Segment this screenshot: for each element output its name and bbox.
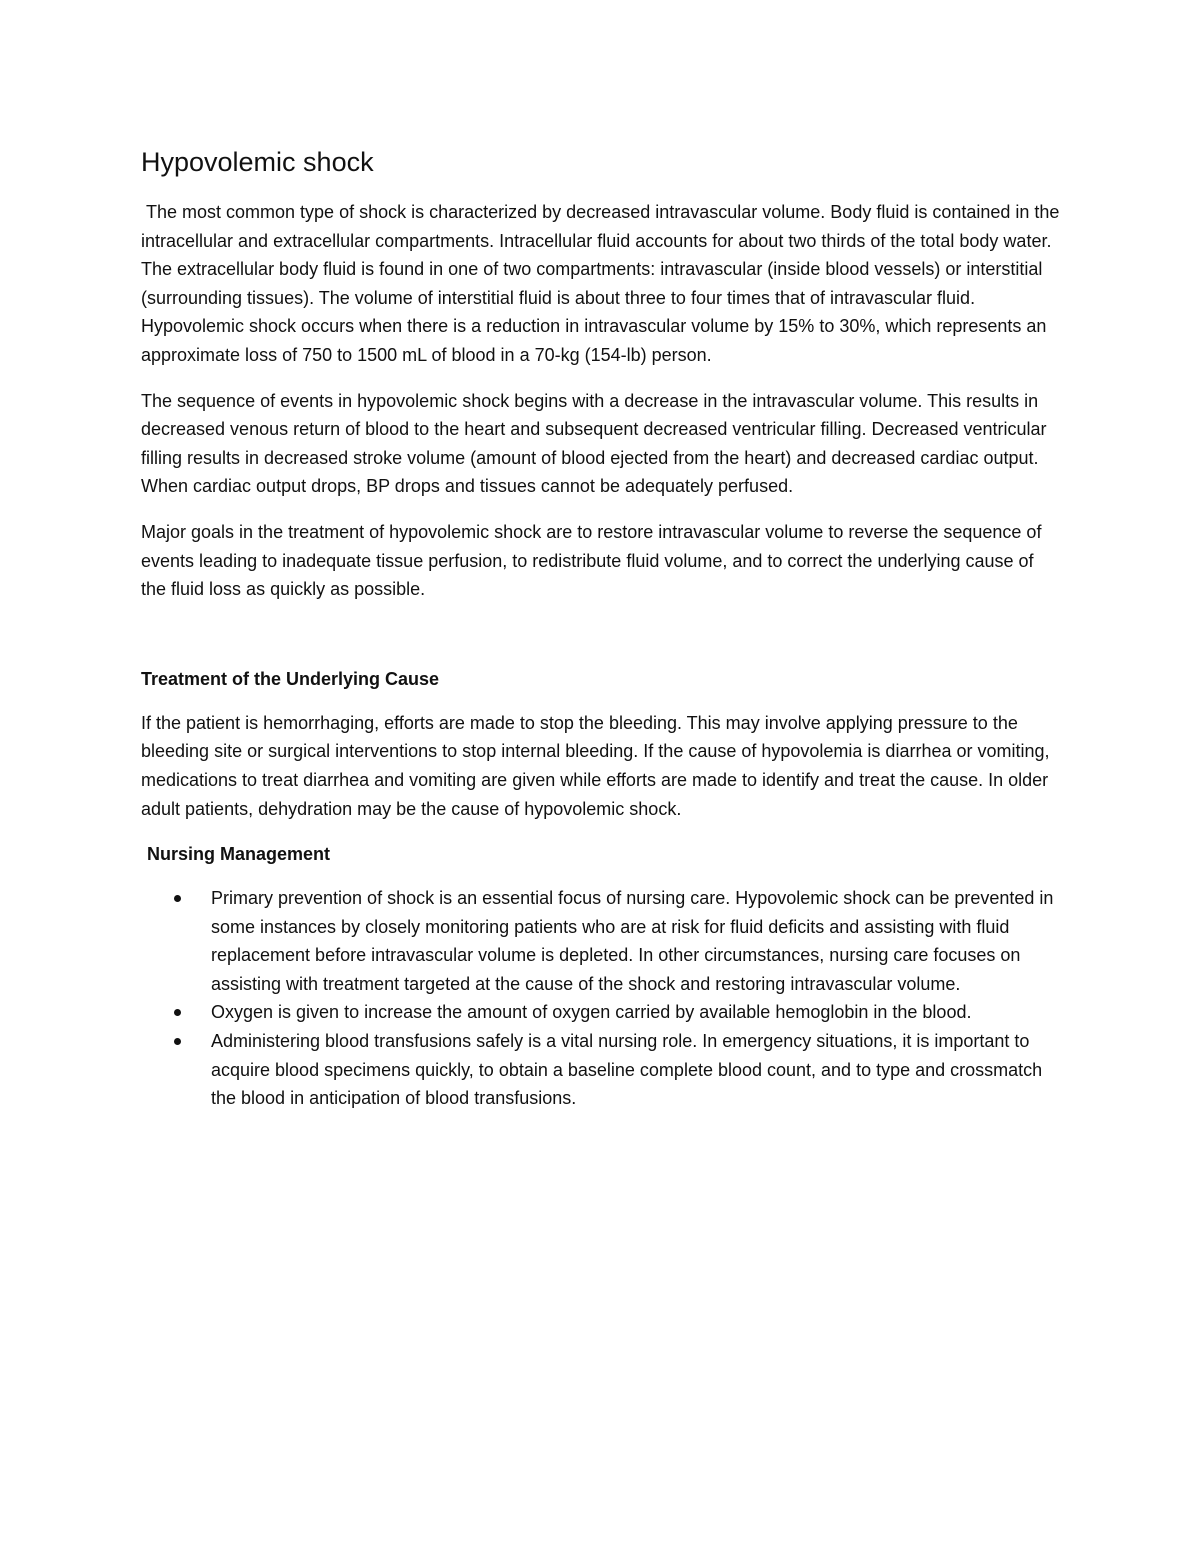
treatment-paragraph: If the patient is hemorrhaging, efforts are made to stop the bleeding. This may involve applying pressure to the bleeding site or surgical interventions to stop internal bleeding. If the cause of hypovolemia is diarrhea or vomiting, medications to treat diarrhea and vomiting are given while efforts are made to identify and treat the cause. In older adult patients, dehydration may be the cause of hypovolemic shock. (141, 712, 1050, 819)
list-item-text: Oxygen is given to increase the amount of oxygen carried by available hemoglobin in the blood. (211, 1002, 972, 1023)
bullet-icon (174, 1009, 181, 1016)
document-title: Hypovolemic shock (141, 147, 374, 177)
bullet-icon (174, 1038, 181, 1045)
paragraph-goals: Major goals in the treatment of hypovolemic shock are to restore intravascular volume to reverse the sequence of events leading to inadequate tissue perfusion, to redistribute fluid volume, and to correct the underlying cause of the fluid loss as quickly as possible. (141, 521, 1042, 600)
list-item (211, 884, 1061, 998)
nursing-heading: Nursing Management (147, 844, 331, 865)
bullet-icon (174, 895, 181, 902)
list-item-text: Primary prevention of shock is an essential focus of nursing care. Hypovolemic shock can be prevented in some instances by closely monitoring patients who are at risk for fluid deficits and assisting with fluid replacement before intravascular volume is depleted. In other circumstances, nursing care focuses on assisting with treatment targeted at the cause of the shock and restoring intravascular volume. (211, 888, 1054, 994)
treatment-heading: Treatment of the Underlying Cause (141, 668, 440, 689)
paragraph-sequence: The sequence of events in hypovolemic shock begins with a decrease in the intravascular volume. This results in decreased venous return of blood to the heart and subsequent decreased ventricular filling. Decreased ventricular filling results in decreased stroke volume (amount of blood ejected from the heart) and decreased cardiac output. When cardiac output drops, BP drops and tissues cannot be adequately perfused. (141, 390, 1047, 497)
nursing-bullet-list (141, 884, 1061, 1113)
list-item (211, 1027, 1061, 1113)
document-page (141, 140, 1061, 1113)
paragraph-intro: The most common type of shock is characterized by decreased intravascular volume. Body fluid is contained in the intracellular and extracellular compartments. Intracellular fluid accounts for about two thirds of the total body water. The extracellular body fluid is found in one of two compartments: intravascular (inside blood vessels) or interstitial (surrounding tissues). The volume of interstitial fluid is about three to four times that of intravascular fluid. Hypovolemic shock occurs when there is a reduction in intravascular volume by 15% to 30%, which represents an approximate loss of 750 to 1500 mL of blood in a 70-kg (154-lb) person. (141, 202, 1060, 365)
list-item-text: Administering blood transfusions safely is a vital nursing role. In emergency situations, it is important to acquire blood specimens quickly, to obtain a baseline complete blood count, and to type and crossmatch the blood in anticipation of blood transfusions. (211, 1031, 1043, 1109)
section-spacer (141, 621, 1061, 665)
list-item (211, 998, 1061, 1027)
